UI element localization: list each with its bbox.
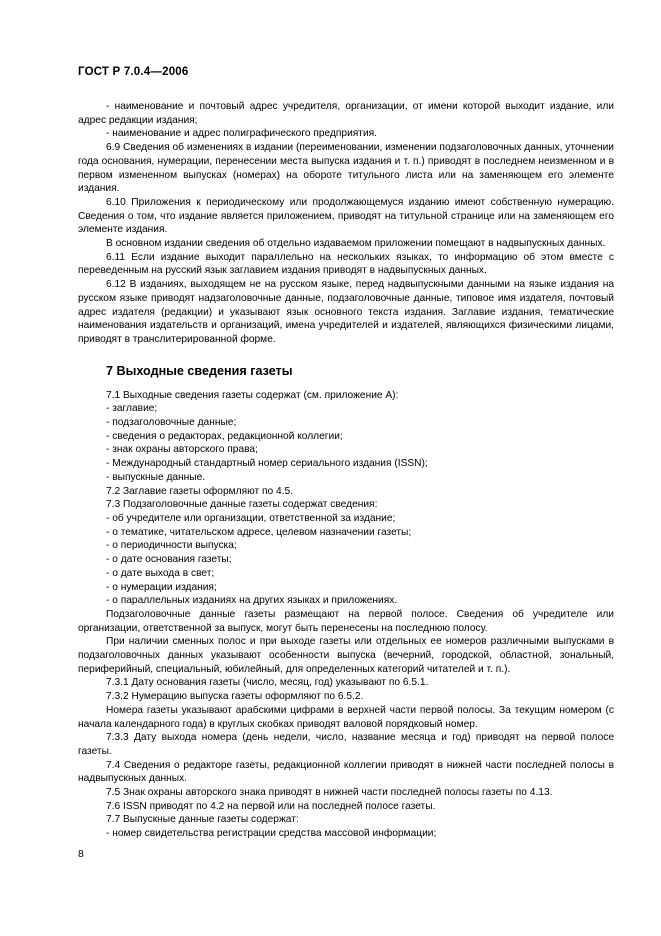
- paragraph-7-1: 7.1 Выходные сведения газеты содержат (см. приложение А):: [106, 389, 399, 401]
- paragraph-6-11: 6.11 Если издание выходит параллельно на нескольких языках, то информацию об этом вместе с переведенным на русский язык заглавием издания приводят в надвыпускных данных.: [78, 251, 614, 277]
- paragraph-7-3-3: 7.3.3 Дату выхода номера (день недели, число, название месяца и год) приводят на первой полосе газеты.: [78, 732, 614, 757]
- paragraph: - наименование и почтовый адрес учредителя, организации, от имени которой выходит издание, или адрес редакции издания;: [78, 101, 614, 126]
- paragraph-7-2: 7.2 Заглавие газеты оформляют по 4.5.: [106, 485, 294, 497]
- list-item: - заглавие;: [106, 403, 158, 415]
- list-item: - о тематике, читательском адресе, целевом назначении газеты;: [106, 526, 412, 538]
- list-item: - номер свидетельства регистрации средства массовой информации;: [106, 828, 437, 840]
- list-item: - о нумерации издания;: [106, 581, 217, 593]
- paragraph: При наличии сменных полос и при выходе газеты или отдельных ее номеров различными выпусками в подзаголовочных данных указывают особенности выпуска (вечерний, городской, областной, зональный, периферийный, специальный, юбилейный, для определенных категорий читателей и т. п.).: [78, 636, 614, 675]
- paragraph-7-3-2: 7.3.2 Нумерацию выпуска газеты оформляют по 6.5.2.: [106, 691, 364, 703]
- paragraph-7-5: 7.5 Знак охраны авторского знака приводят в нижней части последней полосы газеты по 4.13.: [106, 787, 553, 799]
- paragraph: В основном издании сведения об отдельно издаваемом приложении помещают в надвыпускных данных.: [106, 238, 606, 250]
- paragraph-7-4: 7.4 Сведения о редакторе газеты, редакционной коллегии приводят в нижней части последней полосы в надвыпускных данных.: [78, 759, 614, 785]
- paragraph-7-6: 7.6 ISSN приводят по 4.2 на первой или на последней полосе газеты.: [106, 800, 436, 812]
- paragraph: Номера газеты указывают арабскими цифрами в верхней части первой полосы. За текущим номером (с начала календарного года) в круглых скобках приводят валовой порядковый номер.: [78, 704, 614, 730]
- paragraph-7-7: 7.7 Выпускные данные газеты содержат:: [106, 814, 299, 826]
- paragraph-6-12: 6.12 В изданиях, выходящем не на русском языке, перед надвыпускными данными на языке издания на русском языке приводят надзаголовочные данные, подзаголовочные данные, типовое имя издателя, почтовый адрес издателя (редакции) и указывают язык основного текста издания. Заглавие издания, тематические наименования издательств и организаций, имена учредителей и издателей, являющихся физическими лицами, приводят в транслитерированной форме.: [78, 279, 614, 345]
- paragraph-6-9: 6.9 Сведения об изменениях в издании (переименовании, изменении подзаголовочных данных, уточнении года основания, нумерации, перенесении места выпуска издания и т. п.) приводят в последнем неизменном и в первом измененном выпусках (номерах) на обороте титульного листа или на заменяющем его элементе издания.: [78, 142, 614, 195]
- list-item: - о дате основания газеты;: [106, 554, 232, 566]
- paragraph-7-3-1: 7.3.1 Дату основания газеты (число, месяц, год) указывают по 6.5.1.: [106, 677, 429, 689]
- paragraph-6-10: 6.10 Приложения к периодическому или продолжающемуся изданию имеют собственную нумерацию. Сведения о том, что издание является приложением, приводят на титульной странице или на заменяющем его элементе издания.: [78, 196, 614, 236]
- page-number: 8: [78, 848, 84, 860]
- list-item: - о дате выхода в свет;: [106, 567, 215, 579]
- paragraph: Подзаголовочные данные газеты размещают на первой полосе. Сведения об учредителе или организации, ответственной за выпуск, могут быть перенесены на последнюю полосу.: [78, 608, 614, 634]
- paragraph-7-3: 7.3 Подзаголовочные данные газеты содержат сведения:: [106, 499, 378, 511]
- list-item: - подзаголовочные данные;: [106, 417, 237, 429]
- list-item: - сведения о редакторах, редакционной коллегии;: [106, 430, 343, 442]
- list-item: - Международный стандартный номер сериального издания (ISSN);: [106, 458, 428, 470]
- list-item: - об учредителе или организации, ответственной за издание;: [106, 512, 396, 524]
- paragraph: - наименование и адрес полиграфического предприятия.: [106, 128, 377, 140]
- list-item: - о параллельных изданиях на других языках и приложениях.: [106, 595, 398, 607]
- list-item: - выпускные данные.: [106, 471, 206, 483]
- list-item: - о периодичности выпуска;: [106, 540, 237, 552]
- page-header-standard-code: ГОСТ Р 7.0.4—2006: [78, 66, 189, 78]
- list-item: - знак охраны авторского права;: [106, 444, 258, 456]
- body-text: [78, 100, 614, 841]
- section-heading: 7 Выходные сведения газеты: [106, 363, 293, 378]
